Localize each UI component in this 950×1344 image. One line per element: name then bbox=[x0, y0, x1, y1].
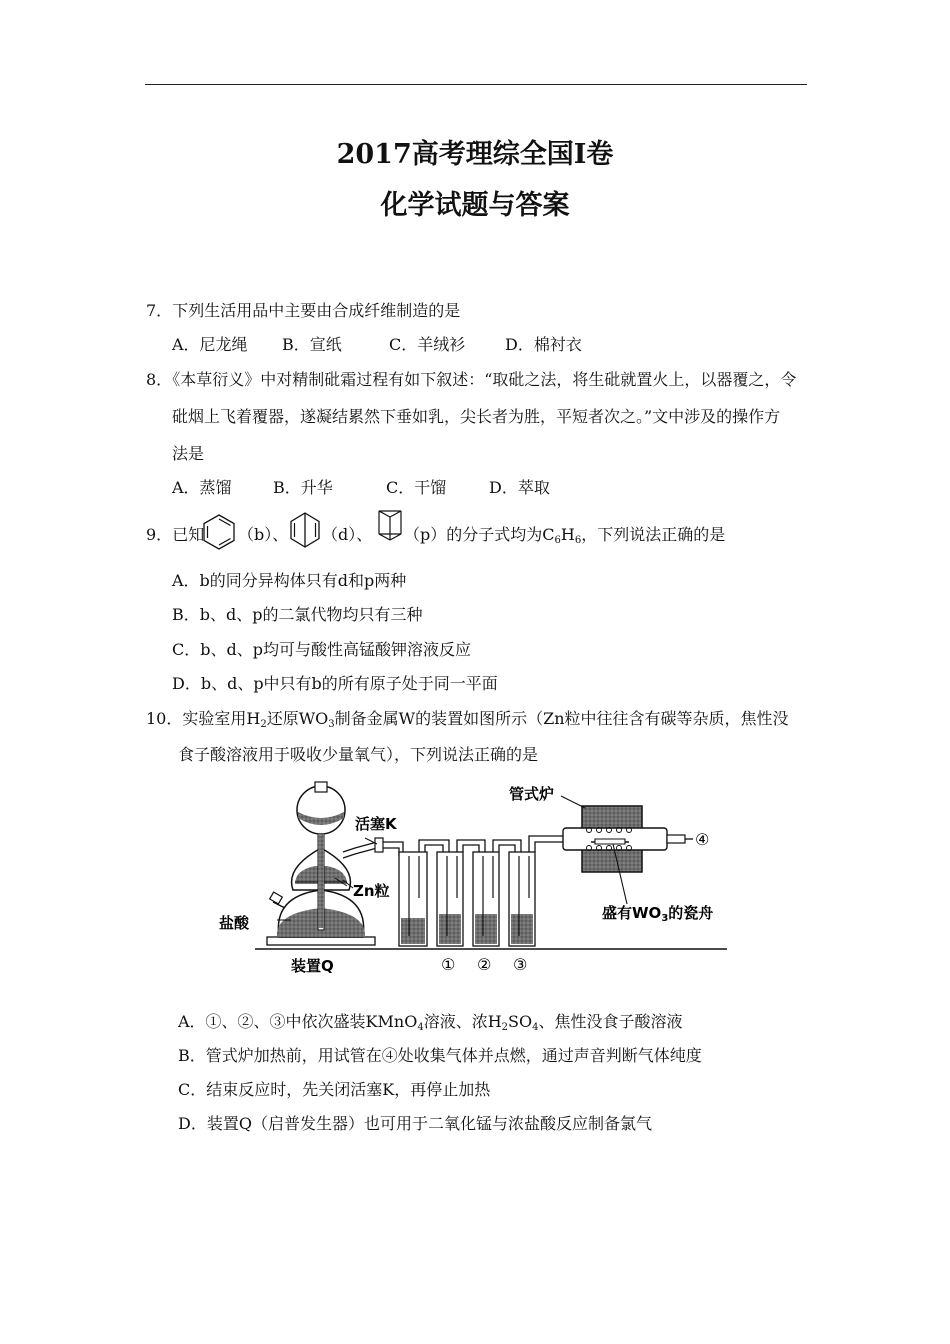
label-furnace: 管式炉 bbox=[509, 785, 555, 803]
q9-option-d: D．b、d、p中只有b的所有原子处于同一平面 bbox=[172, 674, 498, 693]
q8-text-1: 《本草衍义》中对精制砒霜过程有如下叙述：“取砒之法，将生砒就置火上，以器覆之，令 bbox=[172, 370, 797, 389]
q7-number: 7． bbox=[146, 301, 173, 320]
q9-formula-c: （p）的分子式均为C bbox=[404, 525, 555, 544]
q9-option-a: A．b的同分异构体只有d和p两种 bbox=[172, 571, 407, 590]
apparatus-diagram bbox=[215, 778, 735, 978]
q7-stem bbox=[146, 300, 460, 322]
q10-a-sub4b: 4 bbox=[532, 1022, 539, 1033]
q10-option-a bbox=[178, 1011, 683, 1033]
q9-option-c: C．b、d、p均可与酸性高锰酸钾溶液反应 bbox=[172, 640, 471, 659]
kipp-generator bbox=[267, 782, 383, 945]
q10-a-part4: 、焦性没食子酸溶液 bbox=[538, 1012, 683, 1031]
q9-option-b: B．b、d、p的二氯代物均只有三种 bbox=[172, 605, 423, 624]
q8-option-d: D．萃取 bbox=[489, 478, 550, 497]
q10-stem-line1 bbox=[146, 708, 789, 730]
q10-a-sub4: 4 bbox=[417, 1022, 424, 1033]
label-q: 装置Q bbox=[291, 957, 334, 975]
q10-stem-a: 实验室用H bbox=[182, 709, 261, 728]
label-stopcock: 活塞K bbox=[355, 815, 397, 833]
q8-option-b: B．升华 bbox=[273, 478, 333, 497]
label-outlet-4: ④ bbox=[695, 830, 710, 849]
q10-number: 10． bbox=[146, 709, 183, 728]
tube-furnace bbox=[563, 806, 693, 872]
q9-num-pre bbox=[146, 524, 204, 546]
q9-sub-6a: 6 bbox=[554, 535, 561, 546]
q8-stem-line3: 法是 bbox=[172, 444, 205, 463]
q10-a-sub2: 2 bbox=[501, 1022, 509, 1033]
q9-pre: 已知 bbox=[172, 525, 205, 544]
q10-option-b: B．管式炉加热前，用试管在④处收集气体并点燃，通过声音判断气体纯度 bbox=[178, 1046, 702, 1065]
prismane-structure-icon bbox=[376, 506, 404, 546]
q10-option-c: C．结束反应时，先关闭活塞K，再停止加热 bbox=[178, 1080, 491, 1099]
q9-post: ，下列说法正确的是 bbox=[581, 525, 726, 544]
q8-stem-line2: 砒烟上飞着覆器，遂凝结累然下垂如乳，尖长者为胜，平短者次之。”文中涉及的操作方 bbox=[172, 407, 781, 426]
q8-number: 8． bbox=[146, 370, 173, 389]
q7-text: 下列生活用品中主要由合成纤维制造的是 bbox=[172, 301, 461, 320]
q9-sub-6b: 6 bbox=[574, 535, 582, 546]
wash-bottle-4 bbox=[509, 852, 535, 946]
wash-bottle-2 bbox=[437, 852, 463, 946]
label-bottle-3: ③ bbox=[513, 955, 528, 974]
paper-title-line2: 化学试题与答案 bbox=[380, 190, 570, 221]
q9-label-b: （b）、 bbox=[238, 525, 289, 544]
q10-a-part2: 溶液、浓H bbox=[423, 1012, 502, 1031]
label-boat: 盛有$WO_3$的瓷舟 bbox=[602, 904, 714, 924]
dewar-benzene-structure-icon bbox=[288, 510, 322, 550]
q10-sub-3: 3 bbox=[328, 719, 335, 730]
q10-a-part3: SO bbox=[508, 1012, 533, 1031]
q7-option-b: B．宣纸 bbox=[282, 335, 342, 354]
wash-bottle-3 bbox=[473, 852, 499, 946]
top-rule bbox=[145, 84, 807, 85]
q9-formula-h: H bbox=[560, 525, 575, 544]
q9-label-d: （d）、 bbox=[322, 525, 373, 544]
benzene-structure-icon bbox=[200, 512, 238, 552]
q7-option-c: C．羊绒衫 bbox=[389, 335, 466, 354]
q10-stem-c: 制备金属W的装置如图所示（Zn粒中往往含有碳等杂质，焦性没 bbox=[334, 709, 789, 728]
q9-number: 9． bbox=[146, 525, 173, 544]
q8-option-a: A．蒸馏 bbox=[172, 478, 232, 497]
q8-option-c: C．干馏 bbox=[386, 478, 447, 497]
wash-bottle-1 bbox=[399, 852, 427, 946]
q10-stem-line2: 食子酸溶液用于吸收少量氧气），下列说法正确的是 bbox=[178, 745, 539, 764]
paper-title-line1: 2017高考理综全国I卷 bbox=[336, 139, 614, 170]
q7-option-a: A．尼龙绳 bbox=[172, 335, 248, 354]
q10-stem-b: 还原WO bbox=[266, 709, 329, 728]
label-hcl: 盐酸 bbox=[219, 914, 250, 932]
q8-stem-line1 bbox=[146, 369, 796, 391]
q10-option-d: D．装置Q（启普发生器）也可用于二氧化锰与浓盐酸反应制备氯气 bbox=[178, 1114, 652, 1133]
label-bottle-2: ② bbox=[477, 955, 492, 974]
q10-a-part1: A．①、②、③中依次盛装KMnO bbox=[178, 1012, 418, 1031]
q10-sub-2: 2 bbox=[260, 719, 267, 730]
label-bottle-1: ① bbox=[441, 955, 456, 974]
q7-option-d: D．棉衬衣 bbox=[505, 335, 582, 354]
label-zn: Zn粒 bbox=[353, 882, 390, 900]
q9-label-p bbox=[404, 524, 725, 546]
